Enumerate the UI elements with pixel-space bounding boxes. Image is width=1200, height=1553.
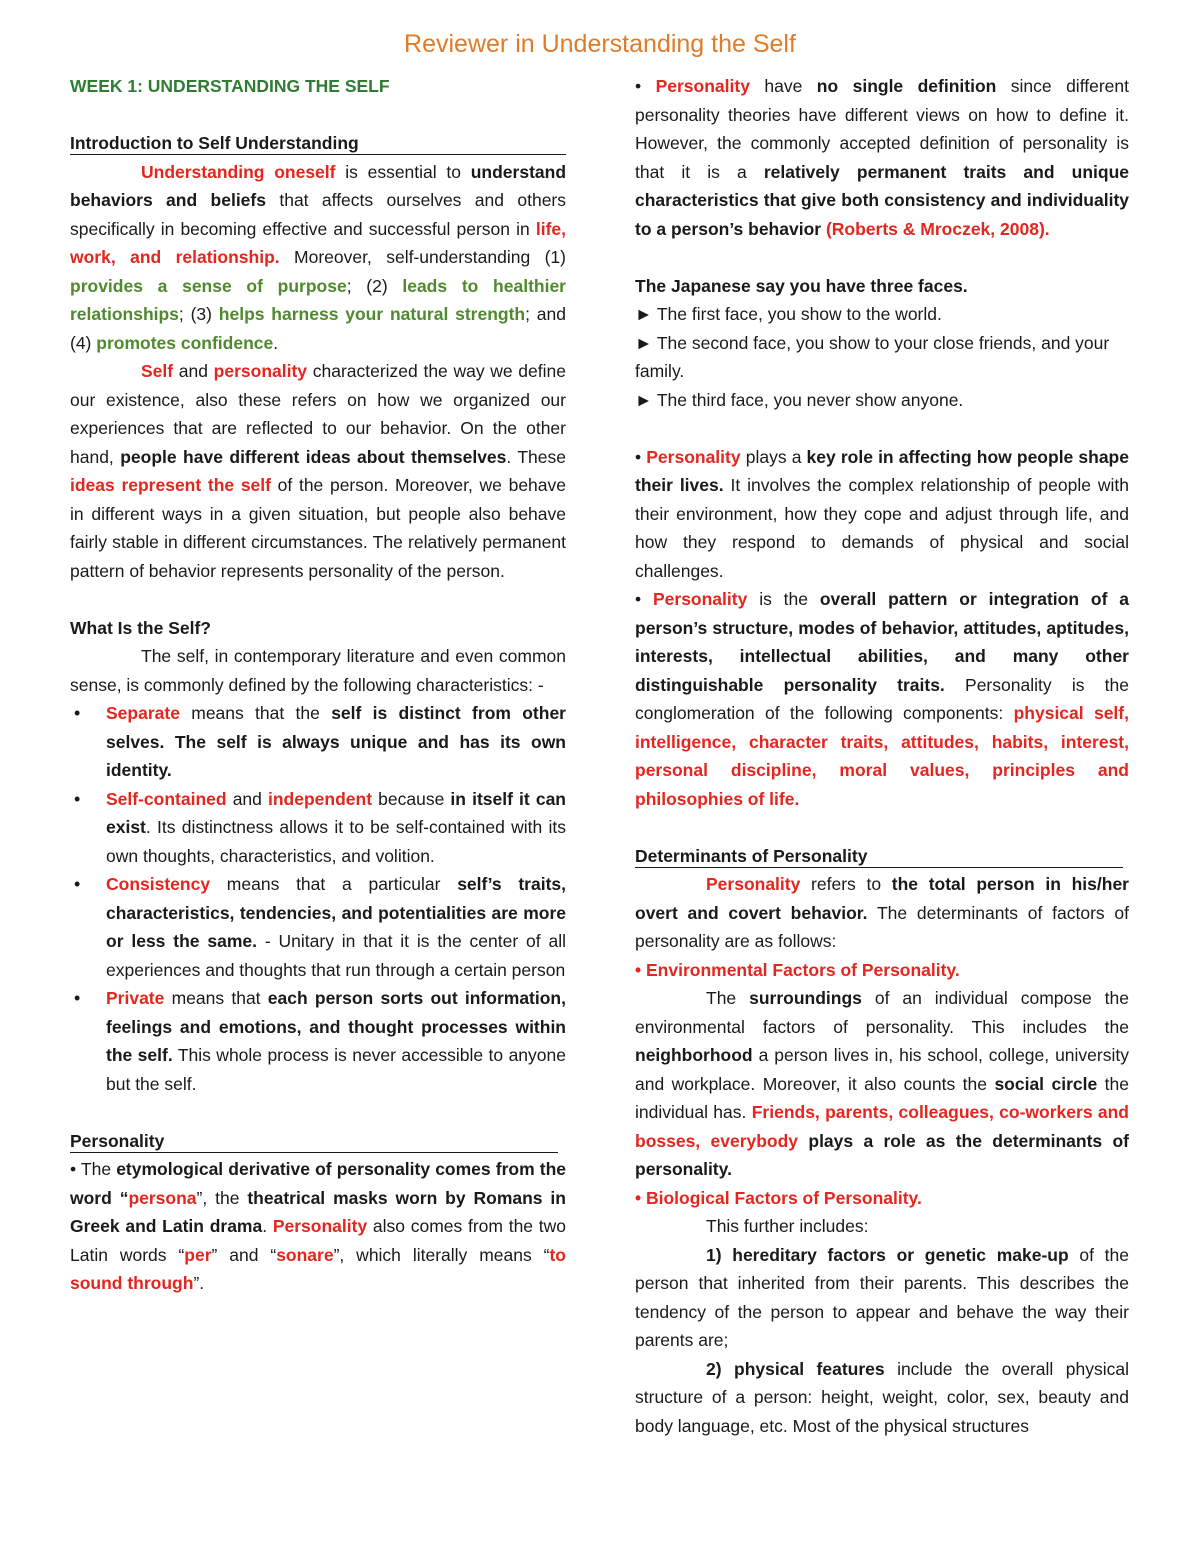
what-is-self-paragraph: The self, in contemporary literature and even common sense, is commonly defined by the following characteristics: - <box>70 646 566 695</box>
face-item: ► The first face, you show to the world. <box>635 304 942 324</box>
intro-heading: Introduction to Self Understanding <box>70 132 566 155</box>
intro-paragraph: Understanding oneself is essential to understand behaviors and beliefs that affects ourselves and others specifically in becoming effective and successful person in life, work, and relationship. Moreover, self-understanding (1) provides a sense of purpose; (2) leads to healthier relationships; (3) helps harness your natural strength; and (4) promotes confidence. <box>70 161 567 353</box>
biological-intro: This further includes: <box>706 1216 869 1236</box>
environmental-factors-paragraph: The surroundings of an individual compose the environmental factors of personality. This includes the neighborhood a person lives in, his school, college, university and workplace. Moreover, it also counts the social circle the individual has. Friends, parents, colleagues, co-workers and bosses, everybody plays a role as the determinants of personality. <box>635 988 1129 1179</box>
list-item: • Consistency means that a particular self’s traits, characteristics, tendencies, and potentialities are more or less the same. - Unitary in that it is the center of all experiences and thoughts that run through a certain person <box>106 870 566 984</box>
face-item: ► The third face, you never show anyone. <box>635 389 964 410</box>
japanese-faces-heading: The Japanese say you have three faces. <box>635 275 968 296</box>
self-characteristics-list <box>70 699 566 1098</box>
document-title: Reviewer in Understanding the Self <box>404 30 796 58</box>
personality-role-paragraph: • Personality plays a key role in affecting how people shape their lives. It involves the complex relationship of people with their environment, how they cope and adjust through life, and how they respond to demands of physical and social challenges. <box>635 446 1129 581</box>
hereditary-factors-paragraph: 1) hereditary factors or genetic make-up of the person that inherited from their parents. This describes the tendency of the person to appear and behave the way their parents are; <box>635 1244 1129 1350</box>
list-item: • Private means that each person sorts out information, feelings and emotions, and thought processes within the self. This whole process is never accessible to anyone but the self. <box>106 984 566 1098</box>
physical-features-paragraph: 2) physical features include the overall physical structure of a person: height, weight, color, sex, beauty and body language, etc. Most of the physical structures <box>635 1358 1129 1436</box>
right-column <box>635 72 1129 1440</box>
personality-etymology-paragraph: • The etymological derivative of personality comes from the word “persona”, the theatrical masks worn by Romans in Greek and Latin drama. Personality also comes from the two Latin words “per” and “sonare”, which literally means “to sound through”. <box>70 1159 566 1293</box>
self-personality-paragraph: Self and personality characterized the way we define our existence, also these refers on how we organized our experiences that are reflected to our behavior. On the other hand, people have different ideas about themselves. These ideas represent the self of the person. Moreover, we behave in different ways in a given situation, but people also behave fairly stable in different circumstances. The relatively permanent pattern of behavior represents personality of the person. <box>70 361 567 581</box>
biological-factors-heading: • Biological Factors of Personality. <box>635 1187 922 1208</box>
determinants-paragraph: Personality refers to the total person in his/her overt and covert behavior. The determinants of factors of personality are as follows: <box>635 874 1129 951</box>
face-item: ► The second face, you show to your close friends, and your family. <box>635 332 1110 381</box>
left-column <box>70 72 566 1298</box>
determinants-heading: Determinants of Personality <box>635 845 1123 868</box>
list-item: • Self-contained and independent because in itself it can exist. Its distinctness allows it to be self-contained with its own thoughts, characteristics, and volition. <box>106 785 566 871</box>
what-is-self-heading: What Is the Self? <box>70 617 211 638</box>
environmental-factors-heading: • Environmental Factors of Personality. <box>635 959 960 980</box>
list-item: • Separate means that the self is distinct from other selves. The self is always unique and has its own identity. <box>106 699 566 785</box>
personality-definition-paragraph: • Personality have no single definition since different personality theories have different views on how to define it. However, the commonly accepted definition of personality is that it is a relatively permanent traits and unique characteristics that give both consistency and individuality to a person’s behavior (Roberts & Mroczek, 2008). <box>635 76 1130 239</box>
personality-pattern-paragraph: • Personality is the overall pattern or integration of a person’s structure, modes of behavior, attitudes, aptitudes, interests, intellectual abilities, and many other distinguishable personality traits. Personality is the conglomeration of the following components: physical self, intelligence, character traits, attitudes, habits, interest, personal discipline, moral values, principles and philosophies of life. <box>635 589 1130 809</box>
week-heading: WEEK 1: UNDERSTANDING THE SELF <box>70 76 390 96</box>
personality-heading: Personality <box>70 1130 558 1153</box>
